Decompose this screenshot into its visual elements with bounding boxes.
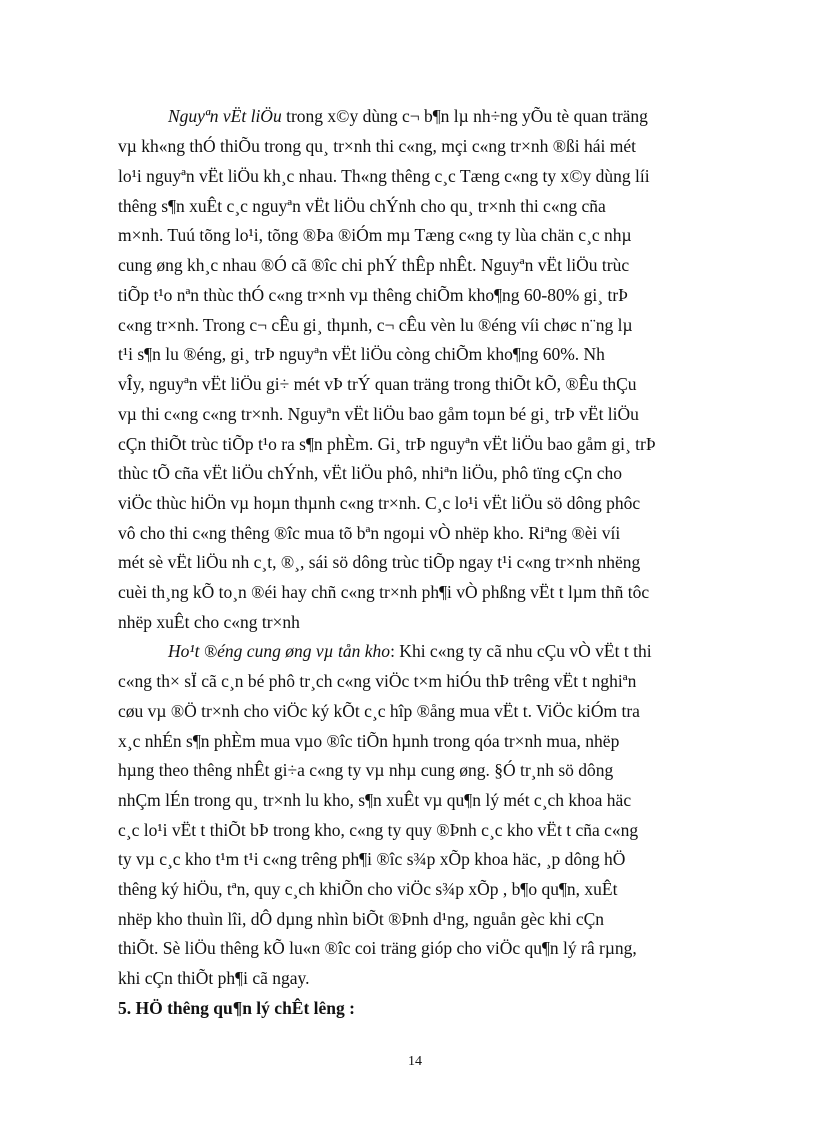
p2-line-7: c¸c lo¹i vËt t thiÕt bÞ trong kho, c«ng ty quy ®Þnh c¸c kho vËt t cña c«ng (118, 820, 639, 840)
p1-line-4: thêng s¶n xuÊt c¸c nguyªn vËt liÖu chÝnh cho qu¸ tr×nh thi c«ng cña (118, 196, 606, 216)
p1-line-13: thùc tÕ cña vËt liÖu chÝnh, vËt liÖu phô, nhiªn liÖu, phô tïng cÇn cho (118, 463, 623, 483)
p2-line-11: thiÕt. Sè liÖu thêng kÕ lu«n ®îc coi träng gióp cho viÖc qu¶n lý râ rµng, (118, 938, 637, 958)
p1-line-17: cuèi th¸ng kÕ to¸n ®éi hay chñ c«ng tr×nh ph¶i vÒ phßng vËt t lµm thñ tôc (118, 582, 650, 602)
p2-line-8: ty vµ c¸c kho t¹m t¹i c«ng trêng ph¶i ®îc s¾p xÕp khoa häc, ¸p dông hÖ (118, 849, 626, 869)
p1-line-11: vµ thi c«ng c«ng tr×nh. Nguyªn vËt liÖu bao gåm toµn bé gi¸ trÞ vËt liÖu (118, 404, 639, 424)
p1-line-7: tiÕp t¹o nªn thùc thÓ c«ng tr×nh vµ thêng chiÕm kho¶ng 60-80% gi¸ trÞ (118, 285, 628, 305)
p2-line-10: nhëp kho thuìn lîi, dÔ dµng nhìn biÕt ®Þnh d¹ng, nguån gèc khi cÇn (118, 909, 605, 929)
p1-line-1: Nguyªn vËt liÖu trong x©y dùng c¬ b¶n lµ nh÷ng yÕu tè quan träng (168, 106, 648, 126)
p1-line-16: mét sè vËt liÖu nh c¸t, ®¸, sái sö dông trùc tiÕp ngay t¹i c«ng tr×nh nhëng (118, 552, 641, 572)
p1-line-3: lo¹i nguyªn vËt liÖu kh¸c nhau. Th«ng thêng c¸c Tæng c«ng ty x©y dùng líi (118, 166, 650, 186)
p1-line-6: cung øng kh¸c nhau ®Ó cã ®îc chi phÝ thÊp nhÊt. Nguyªn vËt liÖu trùc (118, 255, 630, 275)
p2-line-12: khi cÇn thiÕt ph¶i cã ngay. (118, 968, 310, 988)
p2-line-3: cøu vµ ®Ö tr×nh cho viÖc ký kÕt c¸c hîp ®ång mua vËt t. ViÖc kiÓm tra (118, 701, 640, 721)
p1-line-18: nhëp xuÊt cho c«ng tr×nh (118, 612, 300, 632)
p1-line-8: c«ng tr×nh. Trong c¬ cÊu gi¸ thµnh, c¬ cÊu vèn lu ®éng víi chøc n¨ng lµ (118, 315, 633, 335)
p1-line-2: vµ kh«ng thÓ thiÕu trong qu¸ tr×nh thi c«ng, mçi c«ng tr×nh ®ßi hái mét (118, 136, 636, 156)
p1-line-9: t¹i s¶n lu ®éng, gi¸ trÞ nguyªn vËt liÖu còng chiÕm kho¶ng 60%. Nh (118, 344, 605, 364)
p1-line-14: viÖc thùc hiÖn vµ hoµn thµnh c«ng tr×nh. C¸c lo¹i vËt liÖu sö dông phôc (118, 493, 641, 513)
p2-line-6: nhÇm lÉn trong qu¸ tr×nh lu kho, s¶n xuÊt vµ qu¶n lý mét c¸ch khoa häc (118, 790, 632, 810)
p2-line-4: x¸c nhÉn s¶n phÈm mua vµo ®îc tiÕn hµnh trong qóa tr×nh mua, nhëp (118, 731, 620, 751)
p1-line-5: m×nh. Tuú tõng lo¹i, tõng ®Þa ®iÓm mµ Tæng c«ng ty lùa chän c¸c nhµ (118, 225, 632, 245)
p2-line-9: thêng ký hiÖu, tªn, quy c¸ch khiÕn cho viÖc s¾p xÕp , b¶o qu¶n, xuÊt (118, 879, 618, 899)
page-number: 14 (408, 1054, 422, 1069)
p1-line-15: vô cho thi c«ng thêng ®îc mua tõ bªn ngoµi vÒ nhëp kho. Riªng ®èi víi (118, 523, 621, 543)
p1-line-12: cÇn thiÕt trùc tiÕp t¹o ra s¶n phÈm. Gi¸ trÞ nguyªn vËt liÖu bao gåm gi¸ trÞ (118, 434, 656, 454)
p2-line-2: c«ng th× sÏ cã c¸n bé phô tr¸ch c«ng viÖc t×m hiÓu thÞ trêng vËt t nghiªn (118, 671, 637, 691)
p2-line-5: hµng theo thêng nhÊt gi÷a c«ng ty vµ nhµ cung øng. §Ó tr¸nh sö dông (118, 760, 614, 780)
p2-line-1: Ho¹t ®éng cung øng vµ tån kho: Khi c«ng ty cã nhu cÇu vÒ vËt t thi (168, 641, 652, 661)
p2-lead-term: Ho¹t ®éng cung øng vµ tån kho (168, 641, 391, 661)
p1-line-10: vÎy, nguyªn vËt liÖu gi÷ mét vÞ trÝ quan träng trong thiÕt kÕ, ®Êu thÇu (118, 374, 637, 394)
section-heading: 5. HÖ thêng qu¶n lý chÊt lêng : (118, 998, 355, 1018)
p1-lead-term: Nguyªn vËt liÖu (168, 106, 282, 126)
